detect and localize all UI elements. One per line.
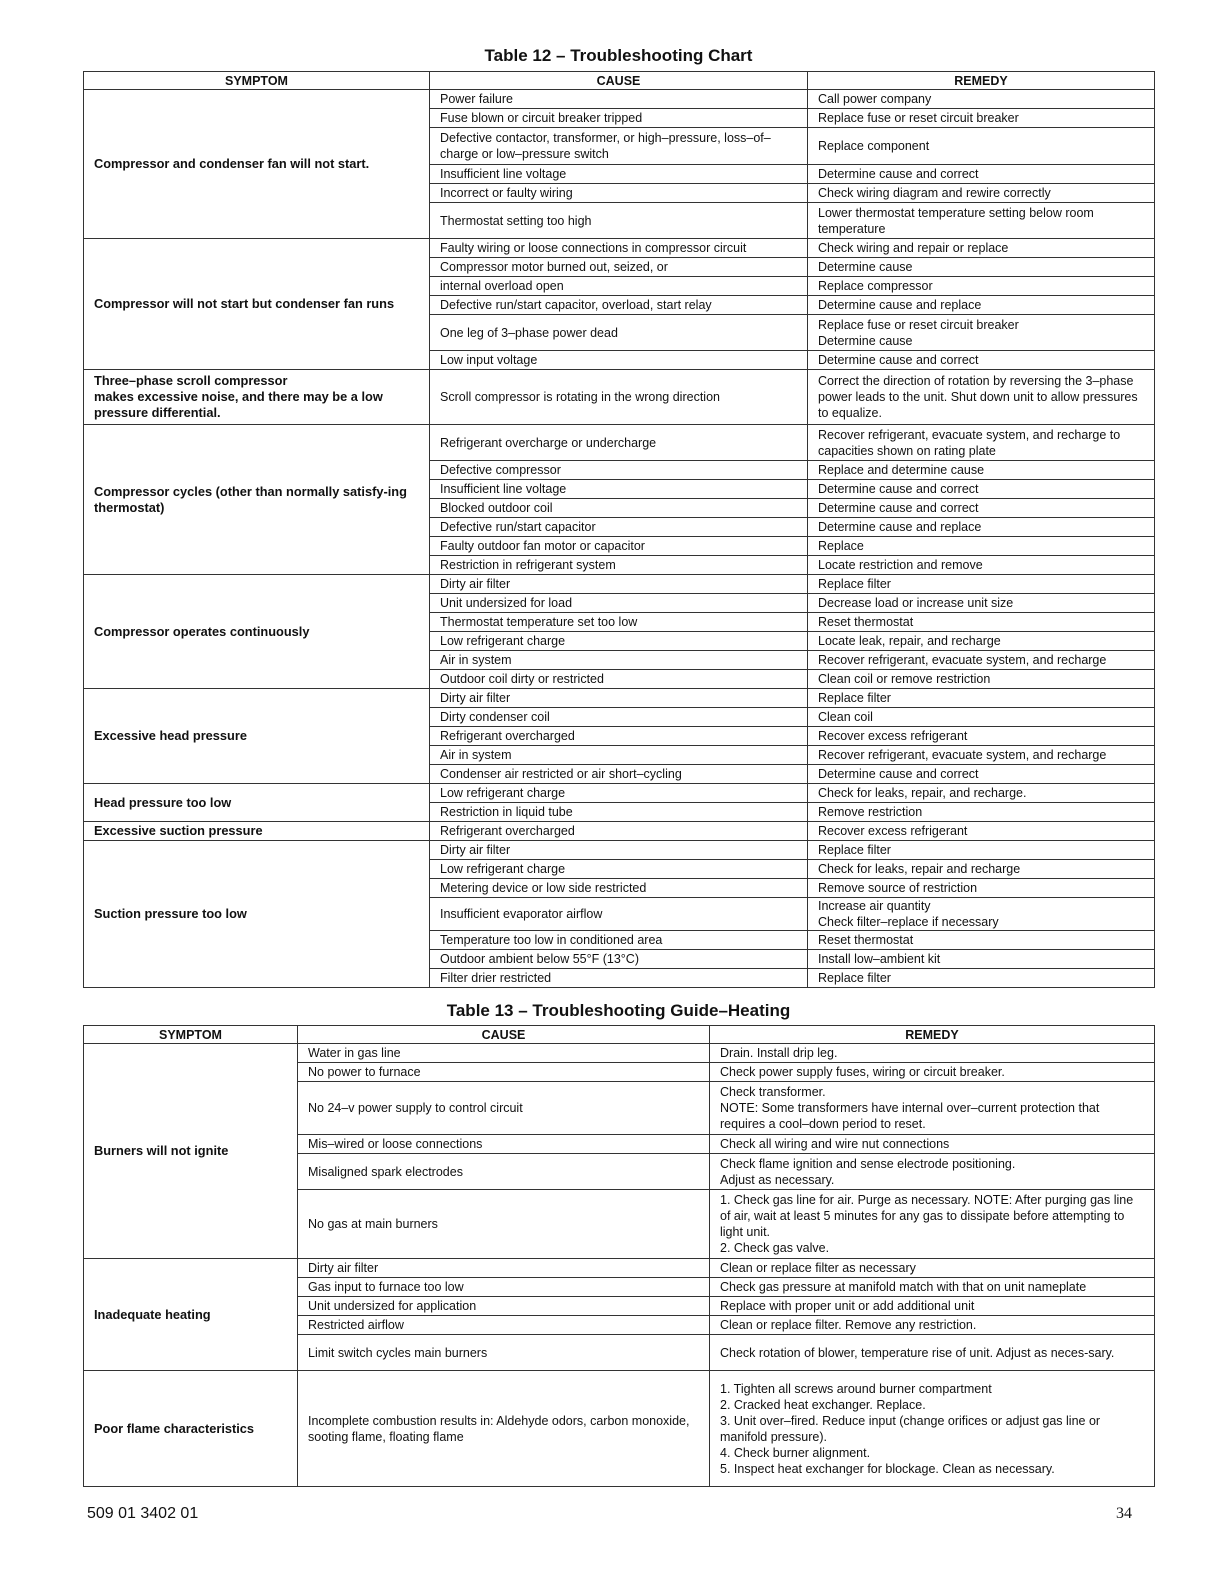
- cause-cell: Temperature too low in conditioned area: [430, 931, 808, 950]
- cause-cell: Defective run/start capacitor: [430, 518, 808, 537]
- symptom-cell: Compressor will not start but condenser fan runs: [84, 239, 430, 370]
- remedy-cell: Drain. Install drip leg.: [710, 1044, 1155, 1063]
- remedy-cell: Lower thermostat temperature setting below room temperature: [808, 203, 1155, 239]
- symptom-cell: Excessive head pressure: [84, 689, 430, 784]
- cause-cell: Low refrigerant charge: [430, 784, 808, 803]
- remedy-cell: Replace and determine cause: [808, 461, 1155, 480]
- remedy-cell: Check all wiring and wire nut connections: [710, 1135, 1155, 1154]
- symptom-cell: Excessive suction pressure: [84, 822, 430, 841]
- remedy-cell: Replace filter: [808, 575, 1155, 594]
- symptom-cell: Compressor operates continuously: [84, 575, 430, 689]
- remedy-cell: Check for leaks, repair, and recharge.: [808, 784, 1155, 803]
- remedy-cell: Remove source of restriction: [808, 879, 1155, 898]
- cause-cell: Dirty air filter: [298, 1259, 710, 1278]
- remedy-cell: Clean or replace filter as necessary: [710, 1259, 1155, 1278]
- remedy-cell: Determine cause: [808, 258, 1155, 277]
- cause-cell: Misaligned spark electrodes: [298, 1154, 710, 1190]
- remedy-cell: Clean or replace filter. Remove any restriction.: [710, 1316, 1155, 1335]
- cause-cell: Faulty wiring or loose connections in compressor circuit: [430, 239, 808, 258]
- cause-cell: Fuse blown or circuit breaker tripped: [430, 109, 808, 128]
- cause-cell: Low refrigerant charge: [430, 860, 808, 879]
- cause-cell: Restriction in liquid tube: [430, 803, 808, 822]
- cause-cell: Low refrigerant charge: [430, 632, 808, 651]
- cause-cell: Incorrect or faulty wiring: [430, 184, 808, 203]
- table-row: [84, 689, 1155, 708]
- remedy-cell: Clean coil: [808, 708, 1155, 727]
- document-number: 509 01 3402 01: [87, 1505, 199, 1522]
- remedy-cell: Replace fuse or reset circuit breaker: [808, 109, 1155, 128]
- cause-cell: Insufficient line voltage: [430, 165, 808, 184]
- remedy-cell: Check flame ignition and sense electrode positioning. Adjust as necessary.: [710, 1154, 1155, 1190]
- symptom-cell: Poor flame characteristics: [84, 1371, 298, 1487]
- table-row: [84, 1044, 1155, 1063]
- cause-cell: Insufficient line voltage: [430, 480, 808, 499]
- cause-cell: Air in system: [430, 746, 808, 765]
- cause-cell: Dirty air filter: [430, 689, 808, 708]
- remedy-cell: Replace with proper unit or add additional unit: [710, 1297, 1155, 1316]
- cause-cell: Unit undersized for load: [430, 594, 808, 613]
- cause-cell: Faulty outdoor fan motor or capacitor: [430, 537, 808, 556]
- remedy-cell: Check wiring diagram and rewire correctly: [808, 184, 1155, 203]
- cause-cell: No power to furnace: [298, 1063, 710, 1082]
- cause-cell: internal overload open: [430, 277, 808, 296]
- remedy-cell: Determine cause and correct: [808, 165, 1155, 184]
- symptom-cell: Compressor and condenser fan will not start.: [84, 90, 430, 239]
- cause-header: CAUSE: [298, 1026, 710, 1044]
- remedy-cell: Replace compressor: [808, 277, 1155, 296]
- symptom-cell: Three–phase scroll compressor makes excessive noise, and there may be a low pressure differential.: [84, 370, 430, 425]
- table-row: [84, 425, 1155, 461]
- cause-cell: Restricted airflow: [298, 1316, 710, 1335]
- remedy-cell: Determine cause and correct: [808, 351, 1155, 370]
- cause-cell: Incomplete combustion results in: Aldehyde odors, carbon monoxide, sooting flame, floating flame: [298, 1371, 710, 1487]
- symptom-cell: Inadequate heating: [84, 1259, 298, 1371]
- cause-cell: Insufficient evaporator airflow: [430, 898, 808, 931]
- table-row: [84, 90, 1155, 109]
- cause-cell: Defective compressor: [430, 461, 808, 480]
- cause-cell: Dirty air filter: [430, 841, 808, 860]
- symptom-header: SYMPTOM: [84, 1026, 298, 1044]
- remedy-cell: Check gas pressure at manifold match with that on unit nameplate: [710, 1278, 1155, 1297]
- table-row: [84, 1259, 1155, 1278]
- symptom-cell: Head pressure too low: [84, 784, 430, 822]
- cause-cell: Mis–wired or loose connections: [298, 1135, 710, 1154]
- remedy-cell: Locate restriction and remove: [808, 556, 1155, 575]
- cause-cell: Outdoor ambient below 55°F (13°C): [430, 950, 808, 969]
- remedy-cell: Increase air quantity Check filter–replace if necessary: [808, 898, 1155, 931]
- cause-cell: Gas input to furnace too low: [298, 1278, 710, 1297]
- page-number: 34: [1116, 1505, 1132, 1522]
- table-row: [84, 239, 1155, 258]
- symptom-header: SYMPTOM: [84, 72, 430, 90]
- remedy-cell: Check rotation of blower, temperature rise of unit. Adjust as neces-sary.: [710, 1335, 1155, 1371]
- cause-cell: Restriction in refrigerant system: [430, 556, 808, 575]
- cause-cell: Condenser air restricted or air short–cycling: [430, 765, 808, 784]
- remedy-cell: Replace fuse or reset circuit breaker Determine cause: [808, 315, 1155, 351]
- cause-cell: Refrigerant overcharge or undercharge: [430, 425, 808, 461]
- cause-cell: Scroll compressor is rotating in the wrong direction: [430, 370, 808, 425]
- remedy-cell: 1. Check gas line for air. Purge as necessary. NOTE: After purging gas line of air, wait at least 5 minutes for any gas to dissipate before attempting to light unit. 2. Check gas valve.: [710, 1190, 1155, 1259]
- cause-cell: Dirty air filter: [430, 575, 808, 594]
- cause-cell: Outdoor coil dirty or restricted: [430, 670, 808, 689]
- symptom-cell: Burners will not ignite: [84, 1044, 298, 1259]
- remedy-cell: Locate leak, repair, and recharge: [808, 632, 1155, 651]
- remedy-cell: Determine cause and replace: [808, 296, 1155, 315]
- table-row: [84, 784, 1155, 803]
- cause-cell: Refrigerant overcharged: [430, 822, 808, 841]
- remedy-cell: Check for leaks, repair and recharge: [808, 860, 1155, 879]
- cause-cell: Thermostat setting too high: [430, 203, 808, 239]
- cause-cell: Metering device or low side restricted: [430, 879, 808, 898]
- remedy-cell: Replace filter: [808, 689, 1155, 708]
- remedy-cell: Check power supply fuses, wiring or circuit breaker.: [710, 1063, 1155, 1082]
- remedy-cell: Replace filter: [808, 841, 1155, 860]
- remedy-cell: Decrease load or increase unit size: [808, 594, 1155, 613]
- remedy-cell: Clean coil or remove restriction: [808, 670, 1155, 689]
- cause-header: CAUSE: [430, 72, 808, 90]
- remedy-cell: Call power company: [808, 90, 1155, 109]
- cause-cell: Defective run/start capacitor, overload, start relay: [430, 296, 808, 315]
- remedy-cell: Correct the direction of rotation by reversing the 3–phase power leads to the unit. Shut down unit to allow pressures to equalize.: [808, 370, 1155, 425]
- remedy-cell: Replace filter: [808, 969, 1155, 988]
- remedy-cell: Check wiring and repair or replace: [808, 239, 1155, 258]
- cause-cell: Low input voltage: [430, 351, 808, 370]
- table12-title: Table 12 – Troubleshooting Chart: [484, 46, 753, 65]
- remedy-cell: Recover refrigerant, evacuate system, and recharge: [808, 651, 1155, 670]
- cause-cell: No 24–v power supply to control circuit: [298, 1082, 710, 1135]
- symptom-cell: Suction pressure too low: [84, 841, 430, 988]
- cause-cell: Air in system: [430, 651, 808, 670]
- remedy-cell: Determine cause and correct: [808, 499, 1155, 518]
- remedy-cell: Replace: [808, 537, 1155, 556]
- cause-cell: Compressor motor burned out, seized, or: [430, 258, 808, 277]
- cause-cell: Dirty condenser coil: [430, 708, 808, 727]
- cause-cell: Unit undersized for application: [298, 1297, 710, 1316]
- cause-cell: Defective contactor, transformer, or high–pressure, loss–of–charge or low–pressure switch: [430, 128, 808, 165]
- remedy-cell: Determine cause and replace: [808, 518, 1155, 537]
- cause-cell: Refrigerant overcharged: [430, 727, 808, 746]
- remedy-cell: Install low–ambient kit: [808, 950, 1155, 969]
- remedy-cell: Reset thermostat: [808, 613, 1155, 632]
- cause-cell: No gas at main burners: [298, 1190, 710, 1259]
- remedy-cell: Recover excess refrigerant: [808, 822, 1155, 841]
- table-row: [84, 370, 1155, 425]
- table-row: [84, 841, 1155, 860]
- heating-guide-table: [83, 1025, 1155, 1487]
- table-row: [84, 822, 1155, 841]
- remedy-cell: Recover excess refrigerant: [808, 727, 1155, 746]
- remedy-cell: Determine cause and correct: [808, 480, 1155, 499]
- table-row: [84, 1371, 1155, 1487]
- troubleshooting-chart-table: [83, 71, 1155, 988]
- cause-cell: Filter drier restricted: [430, 969, 808, 988]
- remedy-cell: Recover refrigerant, evacuate system, and recharge: [808, 746, 1155, 765]
- remedy-cell: Replace component: [808, 128, 1155, 165]
- cause-cell: Water in gas line: [298, 1044, 710, 1063]
- remedy-header: REMEDY: [808, 72, 1155, 90]
- table-row: [84, 575, 1155, 594]
- remedy-cell: Remove restriction: [808, 803, 1155, 822]
- remedy-cell: Recover refrigerant, evacuate system, and recharge to capacities shown on rating plate: [808, 425, 1155, 461]
- cause-cell: Limit switch cycles main burners: [298, 1335, 710, 1371]
- cause-cell: Power failure: [430, 90, 808, 109]
- remedy-cell: 1. Tighten all screws around burner compartment 2. Cracked heat exchanger. Replace. 3. Unit over–fired. Reduce input (change orifices or adjust gas line or manifold pressure). 4. Check burner alignment. 5. Inspect heat exchanger for blockage. Clean as necessary.: [710, 1371, 1155, 1487]
- remedy-cell: Reset thermostat: [808, 931, 1155, 950]
- table13-title: Table 13 – Troubleshooting Guide–Heating: [446, 1001, 791, 1020]
- remedy-cell: Check transformer. NOTE: Some transformers have internal over–current protection that requires a cool–down period to reset.: [710, 1082, 1155, 1135]
- cause-cell: Blocked outdoor coil: [430, 499, 808, 518]
- cause-cell: One leg of 3–phase power dead: [430, 315, 808, 351]
- symptom-cell: Compressor cycles (other than normally satisfy-ing thermostat): [84, 425, 430, 575]
- remedy-cell: Determine cause and correct: [808, 765, 1155, 784]
- cause-cell: Thermostat temperature set too low: [430, 613, 808, 632]
- remedy-header: REMEDY: [710, 1026, 1155, 1044]
